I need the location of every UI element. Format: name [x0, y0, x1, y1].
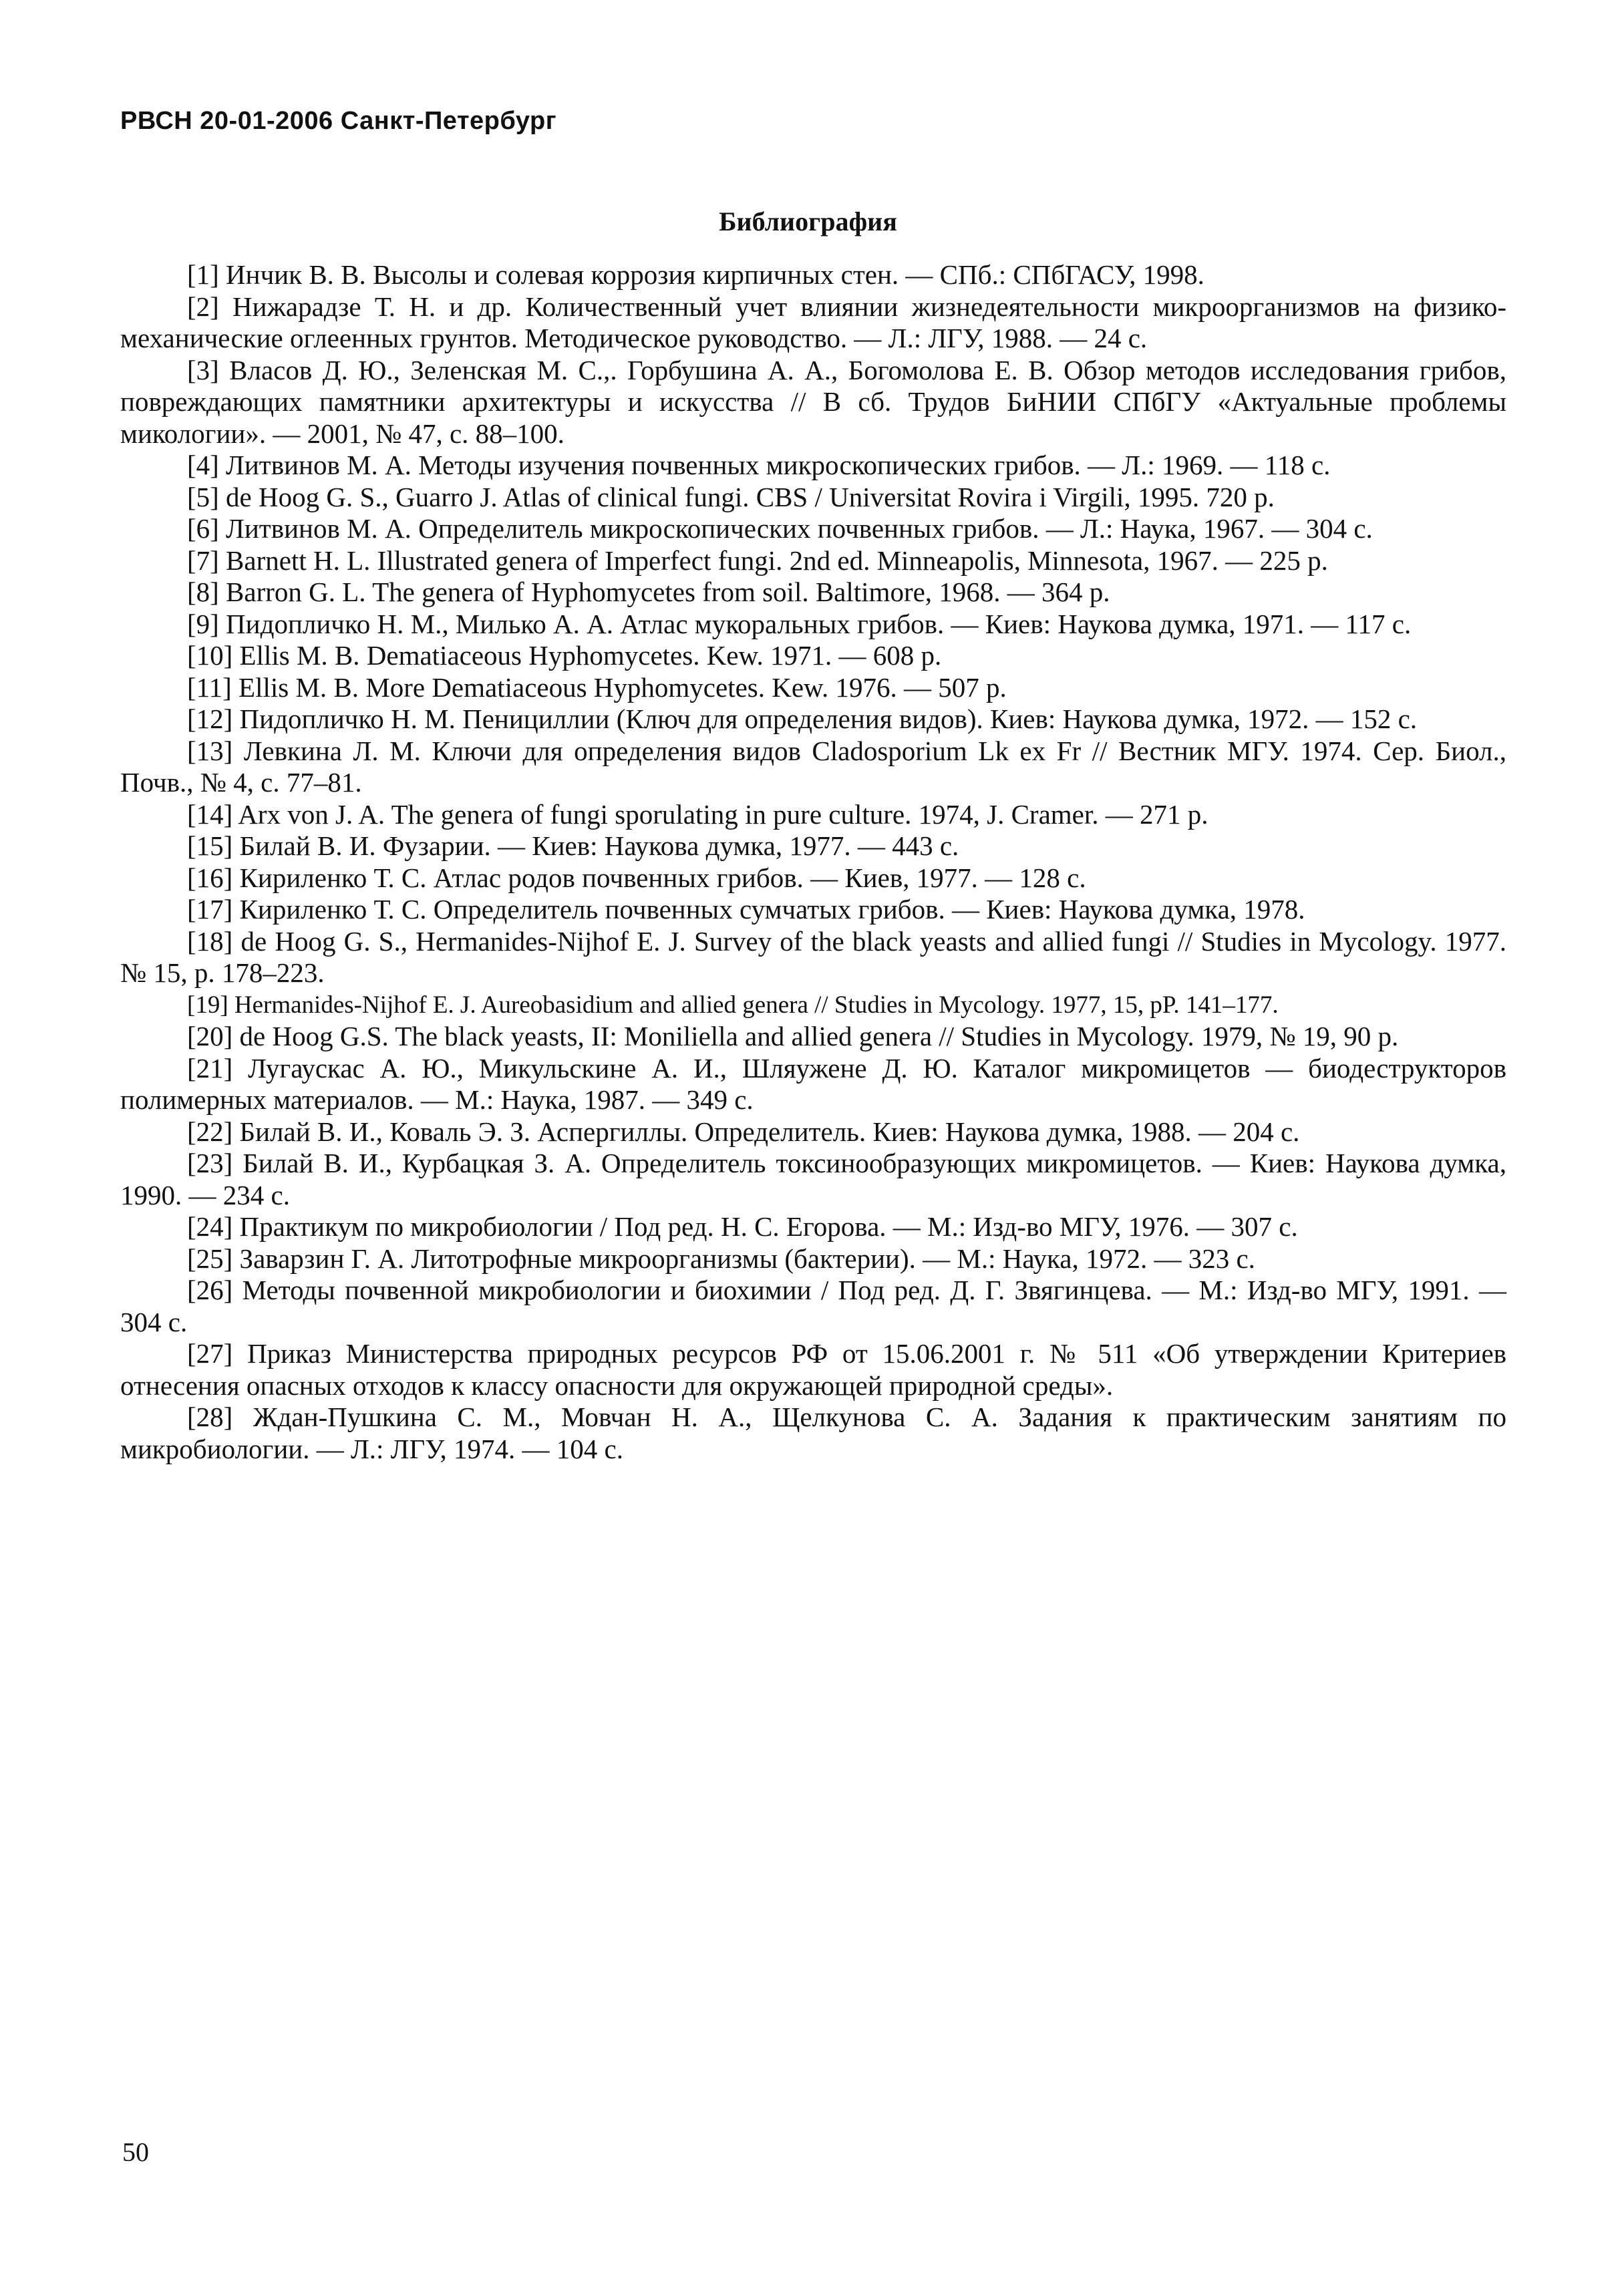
bibliography-entry-3: [3] Власов Д. Ю., Зеленская М. С.,. Горбушина А. А., Богомолова Е. В. Обзор методов исследования грибов, повреждающих памятники архитектуры и искусства // В сб. Трудов БиНИИ СПбГУ «Актуальные проблемы микологии». — 2001, № 47, с. 88–100.	[120, 354, 1506, 449]
bibliography-entry-13: [13] Левкина Л. М. Ключи для определения видов Cladosporium Lk ex Fr // Вестник МГУ. 1974. Сер. Биол., Почв., № 4, с. 77–81.	[120, 735, 1506, 798]
bibliography-entry-2: [2] Нижарадзе Т. Н. и др. Количественный учет влиянии жизнедеятельности микроорганизмов на физико-механические оглеенных грунтов. Методическое руководство. — Л.: ЛГУ, 1988. — 24 с.	[120, 291, 1506, 353]
bibliography-entry-4: [4] Литвинов М. А. Методы изучения почвенных микроскопических грибов. — Л.: 1969. — 118 с.	[187, 450, 1331, 480]
bibliography-entry-7: [7] Barnett H. L. Illustrated genera of Imperfect fungi. 2nd ed. Minneapolis, Minnesota, 1967. — 225 p.	[187, 544, 1328, 576]
bibliography-entry-17: [17] Кириленко Т. С. Определитель почвенных сумчатых грибов. — Киев: Наукова думка, 1978.	[187, 894, 1305, 925]
bibliography-entry-10: [10] Ellis M. B. Dematiaceous Hyphomycetes. Kew. 1971. — 608 p.	[187, 640, 942, 671]
bibliography-entry-1: [1] Инчик В. В. Высолы и солевая коррозия кирпичных стен. — СПб.: СПбГАСУ, 1998.	[187, 259, 1204, 290]
bibliography-entry-23: [23] Билай В. И., Курбацкая З. А. Определитель токсинообразующих микромицетов. — Киев: Наукова думка, 1990. — 234 с.	[120, 1148, 1506, 1210]
bibliography-entry-19: [19] Hermanides-Nijhof E. J. Aureobasidium and allied genera // Studies in Mycology. 1977, 15, pP. 141–177.	[187, 991, 1279, 1019]
bibliography-entry-8: [8] Barron G. L. The genera of Hyphomycetes from soil. Baltimore, 1968. — 364 p.	[187, 577, 1110, 607]
bibliography-entry-5: [5] de Hoog G. S., Guarro J. Atlas of clinical fungi. CBS / Universitat Rovira i Virgili, 1995. 720 p.	[187, 481, 1275, 512]
bibliography-entry-16: [16] Кириленко Т. С. Атлас родов почвенных грибов. — Киев, 1977. — 128 с.	[187, 862, 1086, 893]
bibliography-entry-25: [25] Заварзин Г. А. Литотрофные микроорганизмы (бактерии). — М.: Наука, 1972. — 323 с.	[187, 1243, 1255, 1274]
bibliography-entry-24: [24] Практикум по микробиологии / Под ред. Н. С. Егорова. — М.: Изд-во МГУ, 1976. — 307 с.	[187, 1211, 1298, 1242]
running-header: РВСН 20-01-2006 Санкт-Петербург	[120, 107, 557, 135]
bibliography-entry-18: [18] de Hoog G. S., Hermanides-Nijhof E. J. Survey of the black yeasts and allied fungi // Studies in Mycology. 1977. № 15, p. 178–223.	[120, 925, 1506, 988]
bibliography-entry-22: [22] Билай В. И., Коваль Э. З. Аспергиллы. Определитель. Киев: Наукова думка, 1988. — 204 с.	[187, 1116, 1300, 1147]
bibliography-entry-20: [20] de Hoog G.S. The black yeasts, II: Moniliella and allied genera // Studies in Mycology. 1979, № 19, 90 p.	[187, 1021, 1399, 1051]
bibliography-entry-9: [9] Пидопличко Н. М., Милько А. А. Атлас мукоральных грибов. — Киев: Наукова думка, 1971. — 117 с.	[187, 608, 1412, 639]
section-title: Библиография	[719, 206, 897, 236]
bibliography-entry-26: [26] Методы почвенной микробиологии и биохимии / Под ред. Д. Г. Звягинцева. — М.: Изд-во МГУ, 1991. — 304 с.	[120, 1275, 1506, 1337]
bibliography-list	[120, 259, 1506, 1465]
bibliography-entry-11: [11] Ellis M. B. More Dematiaceous Hyphomycetes. Kew. 1976. — 507 p.	[187, 671, 1007, 703]
bibliography-entry-6: [6] Литвинов М. А. Определитель микроскопических почвенных грибов. — Л.: Наука, 1967. — 304 с.	[187, 513, 1373, 544]
bibliography-entry-15: [15] Билай В. И. Фузарии. — Киев: Наукова думка, 1977. — 443 с.	[187, 830, 959, 861]
bibliography-entry-12: [12] Пидопличко Н. М. Пенициллии (Ключ для определения видов). Киев: Наукова думка, 1972. — 152 с.	[187, 703, 1418, 734]
bibliography-entry-28: [28] Ждан-Пушкина С. М., Мовчан Н. А., Щелкунова С. А. Задания к практическим занятиям по микробиологии. — Л.: ЛГУ, 1974. — 104 с.	[120, 1402, 1506, 1464]
bibliography-entry-21: [21] Лугаускас А. Ю., Микульскине А. И., Шляужене Д. Ю. Каталог микромицетов — биодеструкторов полимерных материалов. — М.: Наука, 1987. — 349 с.	[120, 1052, 1506, 1115]
page-number: 50	[122, 2137, 149, 2167]
bibliography-entry-14: [14] Arx von J. A. The genera of fungi sporulating in pure culture. 1974, J. Cramer. — 271 p.	[187, 798, 1208, 830]
bibliography-entry-27: [27] Приказ Министерства природных ресурсов РФ от 15.06.2001 г. № 511 «Об утверждении Критериев отнесения опасных отходов к классу опасности для окружающей природной среды».	[120, 1338, 1506, 1401]
